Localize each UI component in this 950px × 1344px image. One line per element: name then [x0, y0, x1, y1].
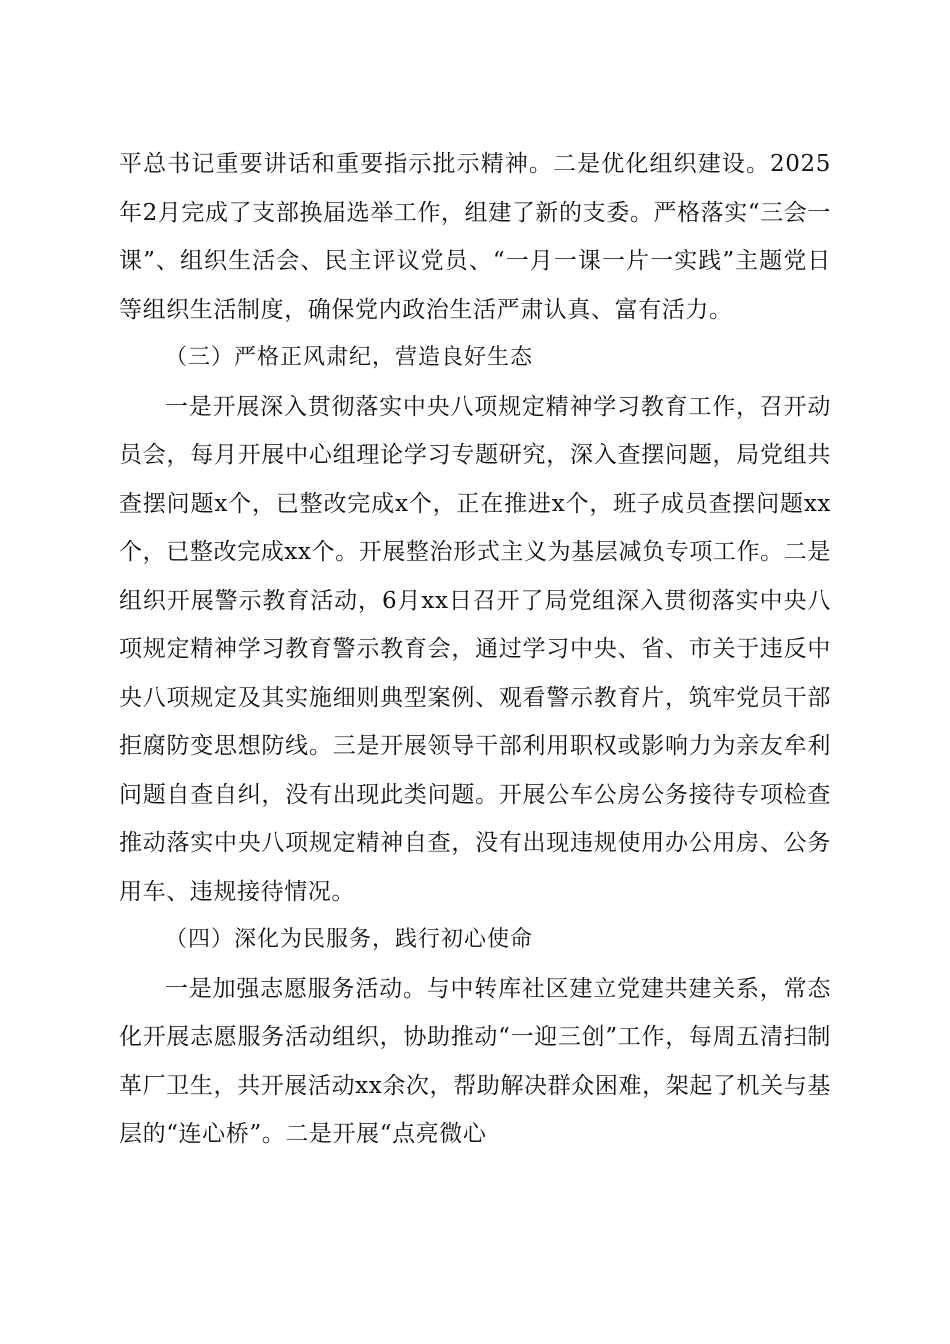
paragraph-body: 一是加强志愿服务活动。与中转库社区建立党建共建关系，常态化开展志愿服务活动组织，协助推动“一迎三创”工作，每周五清扫制革厂卫生，共开展活动xx余次，帮助解决群众困难，架起了机关与基层的“连心桥”。二是开展“点亮微心 — [119, 975, 831, 1147]
section-heading-four: （四）深化为民服务，践行初心使命 — [165, 927, 534, 952]
paragraph-body: 一是开展深入贯彻落实中央八项规定精神学习教育工作，召开动员会，每月开展中心组理论学习专题研究，深入查摆问题，局党组共查摆问题x个，已整改完成x个，正在推进x个，班子成员查摆问题xx个，已整改完成xx个。开展整治形式主义为基层减负专项工作。二是组织开展警示教育活动，6月xx日召开了局党组深入贯彻落实中央八项规定精神学习教育警示教育会，通过学习中央、省、市关于违反中央八项规定及其实施细则典型案例、观看警示教育片，筑牢党员干部拒腐防变思想防线。三是开展领导干部利用职权或影响力为亲友牟利问题自查自纠，没有出现此类问题。开展公车公房公务接待专项检查推动落实中央八项规定精神自查，没有出现违规使用办公用房、公务用车、违规接待情况。 — [119, 393, 831, 905]
section-heading-three: （三）严格正风肃纪，营造良好生态 — [165, 345, 534, 370]
paragraph-continuation: 平总书记重要讲话和重要指示批示精神。二是优化组织建设。2025年2月完成了支部换届选举工作，组建了新的支委。严格落实“三会一课”、组织生活会、民主评议党员、“一月一课一片一实践”主题党日等组织生活制度，确保党内政治生活严肃认真、富有活力。 — [119, 151, 831, 323]
document-body — [119, 140, 831, 1159]
